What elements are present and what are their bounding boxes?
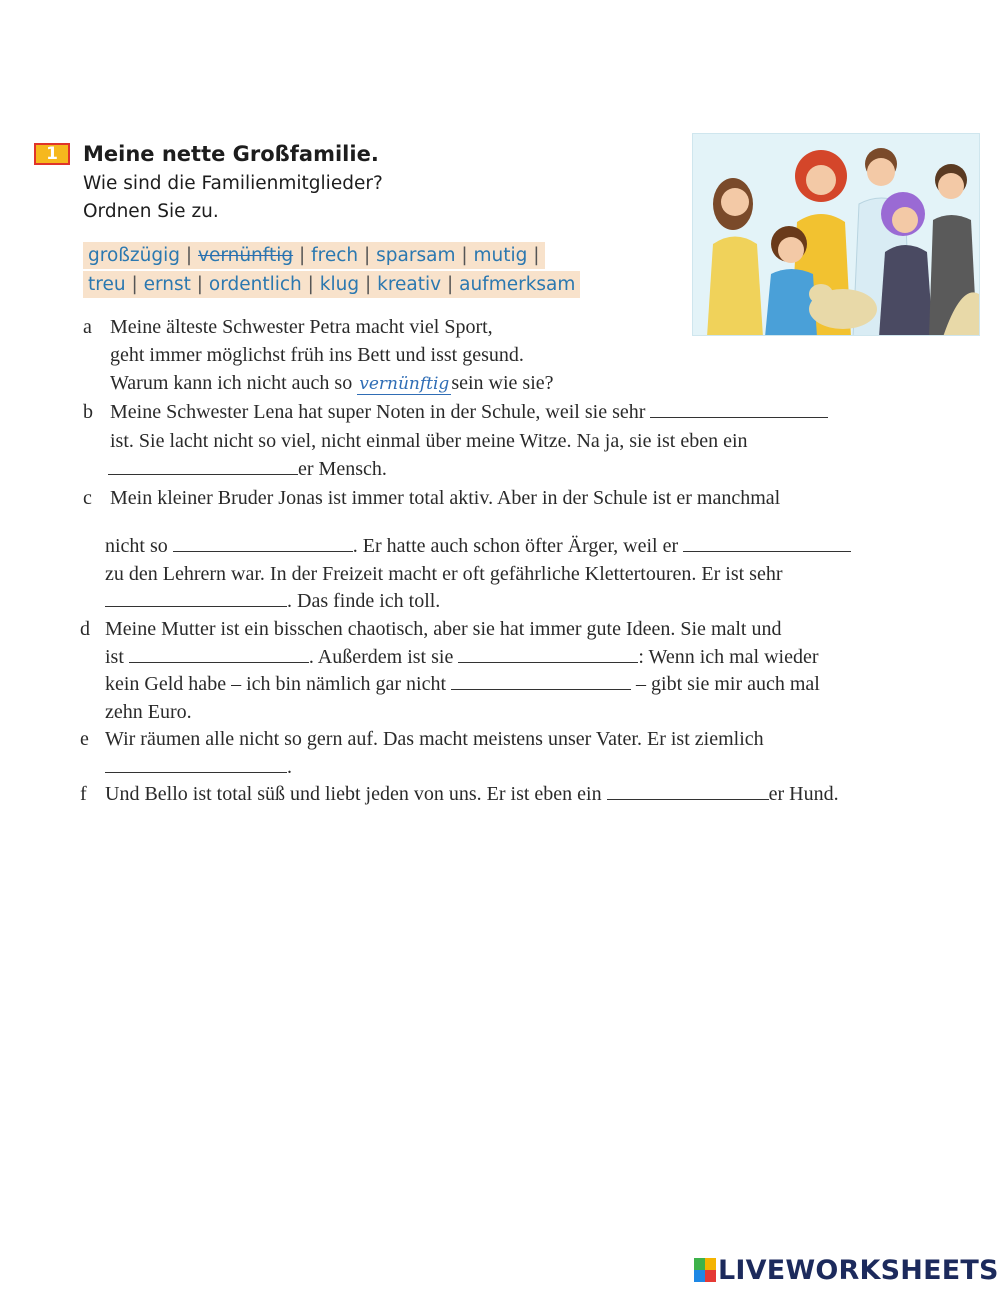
- item-c-line: nicht so . Er hatte auch schon öfter Ärger, weil er: [105, 535, 851, 558]
- word-bank-word: frech: [311, 245, 359, 266]
- exercise-title: Meine nette Großfamilie.: [83, 142, 379, 166]
- answer-blank[interactable]: [451, 674, 631, 690]
- liveworksheets-logo: [694, 1256, 999, 1284]
- item-d-line: ist . Außerdem ist sie : Wenn ich mal wieder: [105, 646, 819, 668]
- item-e-line: .: [105, 756, 292, 779]
- family-illustration: [692, 133, 980, 336]
- item-c-line: . Das finde ich toll.: [105, 590, 440, 613]
- word-bank-word-used: vernünftig: [198, 245, 294, 266]
- item-a-line: Warum kann ich nicht auch so vernünftig sein wie sie?: [110, 372, 554, 394]
- item-a-line: geht immer möglichst früh ins Bett und isst gesund.: [110, 344, 524, 366]
- word-bank-word: großzügig: [88, 245, 180, 266]
- example-answer: vernünftig: [359, 374, 450, 394]
- item-f-line: Und Bello ist total süß und liebt jeden von uns. Er ist eben ein er Hund.: [105, 783, 839, 805]
- word-bank-word: aufmerksam: [459, 274, 576, 295]
- word-bank-word: ordentlich: [208, 274, 302, 295]
- answer-blank[interactable]: [129, 647, 309, 663]
- word-bank-word: klug: [319, 274, 360, 295]
- item-d-line: zehn Euro.: [105, 701, 192, 723]
- word-bank-row-2: treu | ernst | ordentlich | klug | kreativ | aufmerksam: [83, 271, 580, 298]
- answer-blank[interactable]: [108, 459, 298, 475]
- answer-blank[interactable]: [105, 591, 287, 607]
- answer-blank[interactable]: [105, 757, 287, 773]
- item-b-line: Meine Schwester Lena hat super Noten in der Schule, weil sie sehr: [110, 401, 828, 424]
- item-letter: b: [83, 401, 93, 423]
- item-letter: a: [83, 316, 92, 338]
- logo-mark-icon: [694, 1258, 716, 1282]
- word-bank-word: kreativ: [377, 274, 442, 295]
- answer-blank[interactable]: [683, 536, 851, 552]
- item-letter: c: [83, 487, 92, 509]
- answer-blank[interactable]: [173, 536, 353, 552]
- item-letter: e: [80, 728, 89, 750]
- answer-blank[interactable]: [650, 402, 828, 418]
- answer-blank[interactable]: [607, 784, 769, 800]
- word-bank-word: sparsam: [376, 245, 456, 266]
- item-c-line: zu den Lehrern war. In der Freizeit macht er oft gefährliche Klettertouren. Er ist sehr: [105, 563, 783, 585]
- exercise-number-badge: 1: [34, 143, 70, 165]
- item-e-line: Wir räumen alle nicht so gern auf. Das macht meistens unser Vater. Er ist ziemlich: [105, 728, 764, 750]
- item-letter: f: [80, 783, 87, 805]
- answer-blank[interactable]: [458, 647, 638, 663]
- item-b-line: er Mensch.: [108, 458, 387, 481]
- item-d-line: kein Geld habe – ich bin nämlich gar nicht – gibt sie mir auch mal: [105, 673, 820, 695]
- item-c-line: Mein kleiner Bruder Jonas ist immer total aktiv. Aber in der Schule ist er manchmal: [110, 487, 781, 509]
- item-letter: d: [80, 618, 90, 640]
- brand-name: LIVEWORKSHEETS: [718, 1254, 999, 1286]
- item-a-line: Meine älteste Schwester Petra macht viel Sport,: [110, 316, 493, 338]
- word-bank-row-1: großzügig | vernünftig | frech | sparsam | mutig |: [83, 242, 545, 269]
- word-bank-word: ernst: [143, 274, 191, 295]
- exercise-instruction: Ordnen Sie zu.: [83, 201, 219, 222]
- word-bank-word: treu: [88, 274, 126, 295]
- exercise-instruction: Wie sind die Familienmitglieder?: [83, 173, 383, 194]
- word-bank-word: mutig: [473, 245, 528, 266]
- item-b-line: ist. Sie lacht nicht so viel, nicht einmal über meine Witze. Na ja, sie ist eben ein: [110, 430, 748, 452]
- item-d-line: Meine Mutter ist ein bisschen chaotisch, aber sie hat immer gute Ideen. Sie malt und: [105, 618, 782, 640]
